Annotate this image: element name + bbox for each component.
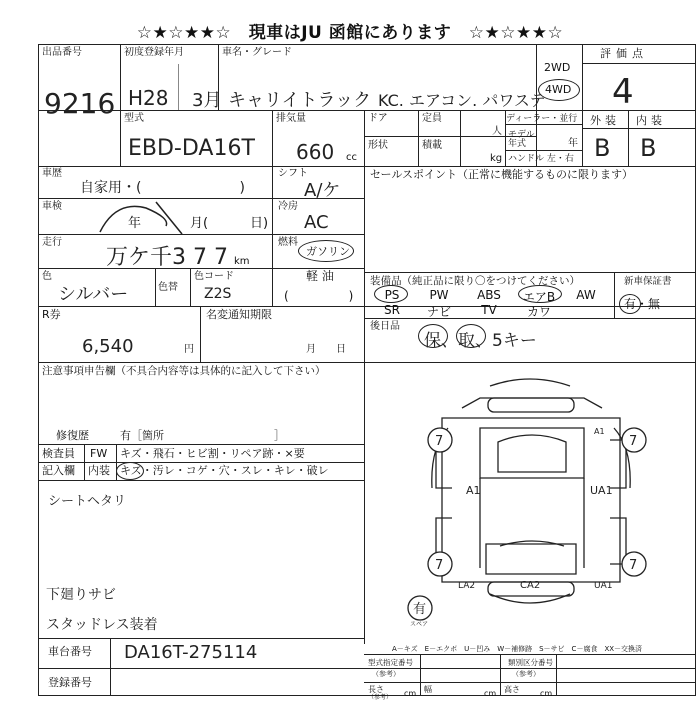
repair-label: 修復歴 [56, 429, 89, 442]
inspection-label: 車検 [42, 201, 62, 212]
fuel-gasoline-circle [298, 240, 354, 262]
displacement-unit: cc [346, 152, 357, 163]
shift-value: A/ケ [304, 180, 341, 201]
mileage-label: 走行 [42, 237, 62, 248]
note-tire: スタッドレス装着 [46, 617, 158, 633]
mileage-value: 万ケ千3 7 7 [106, 245, 228, 270]
rear-seat-label: 後日品 [370, 321, 400, 332]
length-label: 長さ [368, 685, 384, 694]
left-a1-code: A1 [466, 484, 481, 497]
equipment-airbag: エアB [522, 290, 556, 304]
reg-label: 登録番号 [48, 676, 92, 689]
color-code-label: 色コード [194, 271, 234, 282]
note-seat: シートヘタリ [48, 494, 127, 509]
fw-items: キズ・飛石・ヒビ割・リペア跡・×要 [120, 447, 305, 460]
equipment-label: 装備品（純正品に限り〇をつけてください） [370, 275, 580, 287]
chassis-value: DA16T-275114 [124, 642, 258, 663]
equipment-aw: AW [576, 288, 596, 302]
shift-label: シフト [278, 168, 308, 179]
color-change-label: 色替 [158, 282, 178, 293]
recycle-label: R券 [42, 308, 61, 321]
drive-2wd: 2WD [544, 61, 571, 74]
model-year-unit: 年 [568, 138, 578, 149]
load-label: 積載 [422, 140, 442, 151]
legend-text: A－キズ E－エクボ U－凹み W－補修跡 S－サビ C－腐食 XX－交換済 [392, 645, 643, 653]
inspection-scribble [96, 196, 196, 236]
sales-point-label: セールスポイント（正常に機能するものに限ります） [370, 168, 634, 181]
displacement-label: 排気量 [276, 113, 306, 124]
rear-seat-value: 保、取、5キー [424, 331, 537, 351]
dealer-label: ディーラー・並行 [506, 114, 578, 124]
drive-4wd-circle [538, 79, 580, 101]
height-cm: cm [540, 689, 553, 698]
tax-md: 月 日 [306, 344, 346, 355]
rear-left-tire-code: 7 [435, 558, 444, 573]
equipment-airbag-circle [518, 285, 562, 303]
model-grade-label: 車名・グレード [222, 47, 292, 58]
inspection-year: 年 [128, 216, 142, 231]
note-rust: 下廻りサビ [46, 587, 116, 603]
interior-scratch-circle [116, 462, 144, 480]
score-value: 4 [612, 72, 634, 112]
type-designation-label: 型式指定番号 [368, 658, 413, 667]
right-ua1-code: UA1 [590, 484, 613, 497]
equipment-abs: ABS [477, 288, 501, 302]
notes-label: 注意事項申告欄（不具合内容等は具体的に記入して下さい） [42, 365, 326, 377]
inspection-day: 日) [250, 216, 269, 231]
rear-ua1-code: UA1 [594, 581, 613, 591]
equipment-ps-circle [374, 285, 408, 303]
equipment-sr: SR [384, 303, 400, 317]
width-cm: cm [484, 689, 497, 698]
model-year-label: モデル年式 [508, 130, 535, 149]
ac-value: AC [304, 212, 329, 233]
type-code: EBD-DA16T [128, 136, 255, 161]
equipment-tv: TV [481, 303, 497, 317]
front-left-tire-code: 7 [435, 434, 444, 449]
type-designation-ref: （参考） [372, 670, 400, 678]
car-name: キャリイトラック [228, 90, 372, 111]
color-code: Z2S [204, 286, 232, 302]
tax-label: 名変通知期限 [206, 308, 272, 321]
color-label: 色 [42, 271, 52, 282]
fuel-gasoline: ガソリン [306, 245, 350, 258]
height-label: 高さ [504, 685, 520, 694]
width-label: 幅 [424, 685, 432, 694]
grade: KC. エアコン. パワステ [378, 91, 546, 110]
capacity-unit: 人 [492, 126, 502, 137]
banner: ☆★☆★★☆ 現車はJU 函館にあります ☆★☆★★☆ [136, 23, 564, 43]
shape-label: 形状 [368, 140, 388, 151]
inspection-month: 月( [190, 216, 209, 231]
displacement-value: 660 [296, 140, 335, 164]
fuel-label: 燃料 [278, 237, 298, 248]
recycle-value: 6,540 [82, 336, 134, 357]
rear-ca2-code: CA2 [520, 580, 541, 591]
writer-label: 記入欄 [42, 464, 75, 477]
first-reg-label: 初度登録年月 [124, 47, 184, 58]
equipment-ps: PS [384, 288, 400, 302]
equipment-pw: PW [429, 288, 449, 302]
inspector-label: 検査員 [42, 447, 75, 460]
damage-diagram [370, 368, 692, 640]
interior-check-label: 内装 [88, 464, 110, 477]
front-right-tire-code: 7 [629, 434, 638, 449]
first-reg-month: 3月 [192, 90, 222, 111]
mileage-unit: km [234, 256, 250, 267]
warranty-label: 新車保証書 [624, 276, 672, 287]
lot-label: 出品番号 [42, 47, 82, 58]
load-unit: kg [490, 153, 503, 164]
handle-label: ハンドル 左・右 [508, 154, 574, 164]
fuel-paren: ( ) [284, 289, 354, 303]
class-label: 類別区分番号 [508, 658, 553, 667]
recycle-unit: 円 [184, 344, 194, 355]
exterior-label: 外装 [590, 114, 620, 127]
rear-hold-circle [418, 324, 448, 348]
ac-label: 冷房 [278, 201, 298, 212]
front-a1-code: A1 [594, 427, 605, 436]
equipment-navi: ナビ [426, 305, 451, 319]
warranty-value: 有・無 [624, 297, 661, 311]
rear-right-tire-code: 7 [629, 558, 638, 573]
color-value: シルバー [58, 284, 129, 305]
spare-note: スペア [410, 621, 429, 628]
drive-4wd: 4WD [545, 83, 572, 96]
class-ref: （参考） [512, 670, 540, 678]
fuel-diesel: 軽 油 [306, 269, 334, 283]
equipment-row2 [370, 303, 610, 320]
rear-manual-circle [456, 324, 486, 348]
chassis-label: 車台番号 [48, 645, 92, 658]
lot-number: 9216 [44, 87, 116, 120]
history-value: 自家用・( ) [80, 180, 245, 196]
length-cm: cm [404, 689, 417, 698]
interior-grade: B [640, 134, 657, 162]
fw-label: FW [90, 447, 108, 460]
score-label: 評価点 [600, 47, 648, 60]
equipment-kawa: カワ [526, 305, 551, 319]
history-label: 車歴 [42, 168, 62, 179]
interior-label: 内装 [636, 114, 666, 127]
repair-value: 有［箇所 ］ [120, 429, 285, 442]
type-label: 型式 [124, 113, 144, 124]
spare-mark: 有 [413, 602, 427, 617]
interior-items: キズ・汚レ・コゲ・穴・スレ・キレ・破レ [120, 464, 329, 477]
door-label: ドア [368, 113, 388, 124]
capacity-label: 定員 [422, 113, 442, 124]
exterior-grade: B [594, 134, 611, 162]
rear-la2-code: LA2 [458, 581, 476, 591]
length-ref: （参考） [368, 694, 393, 701]
warranty-circle [619, 294, 641, 314]
first-reg-era: H28 [128, 86, 169, 110]
